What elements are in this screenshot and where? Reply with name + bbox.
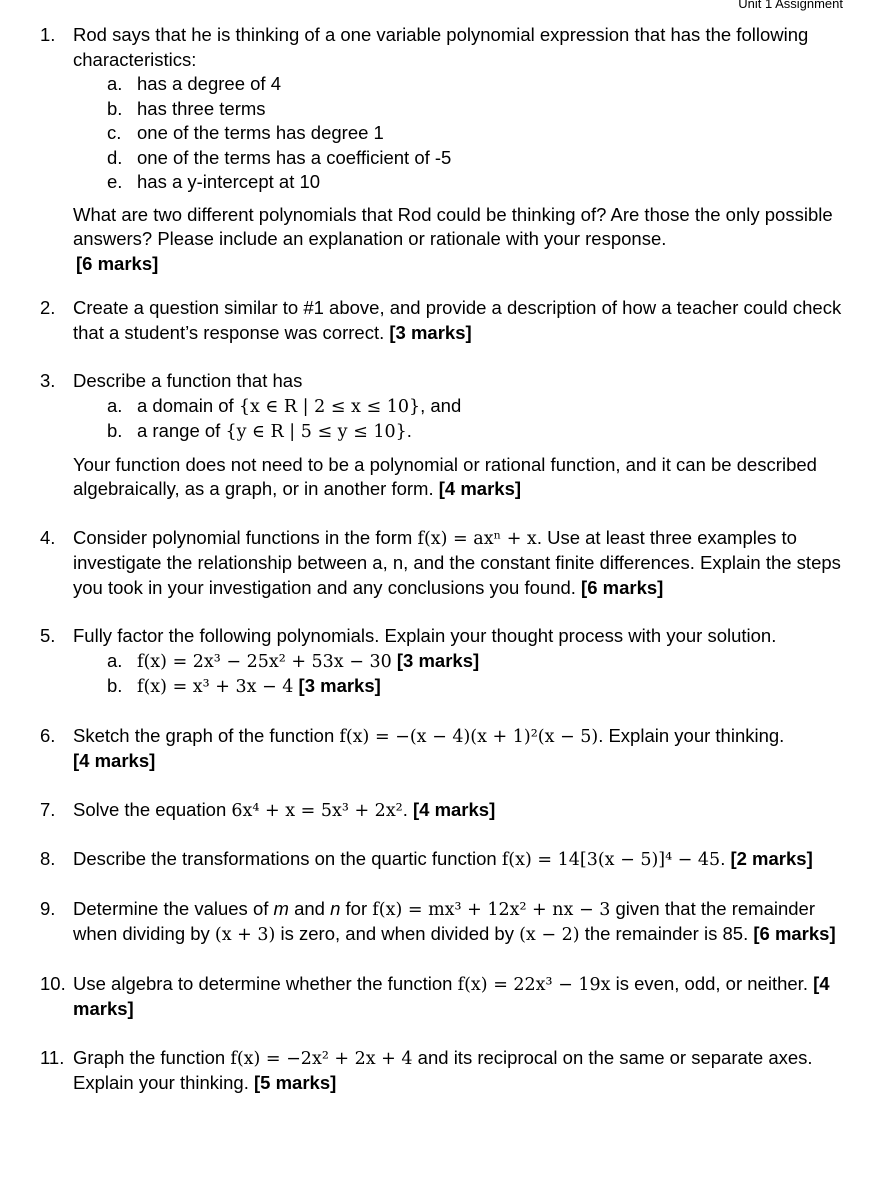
formula: f(x) = 2x³ − 25x² + 53x − 30	[137, 651, 392, 672]
marks: [5 marks]	[254, 1072, 337, 1093]
question-2	[40, 296, 850, 345]
question-number: 10.	[40, 972, 66, 994]
marks: [4 marks]	[438, 478, 522, 499]
question-1	[40, 23, 850, 276]
sub-item: b. a range of {y ∈ R | 5 ≤ y ≤ 10}.	[107, 420, 412, 442]
marks: [3 marks]	[298, 675, 381, 696]
formula: f(x) = mx³ + 12x² + nx − 3	[372, 899, 611, 920]
marks: [3 marks]	[389, 321, 472, 343]
question-followup: What are two different polynomials that Rod could be thinking of? Are those the only possible answers? Please include an explanation or rationale with your response.	[73, 203, 833, 249]
formula: f(x) = axⁿ + x	[417, 528, 537, 549]
question-number: 5.	[40, 625, 56, 646]
formula: f(x) = −2x² + 2x + 4	[230, 1048, 413, 1069]
marks: [4 marks]	[73, 972, 830, 1019]
question-3	[40, 369, 850, 502]
sub-item: e. has a y-intercept at 10	[107, 171, 321, 192]
marks: [2 marks]	[730, 848, 813, 869]
question-4: 4. Consider polynomial functions in the form f(x) = axⁿ + x. Use at least three examples to investigate the relationship between a, n, and the constant finite differences. Explain the steps you took in your investigation and any conclusions you found. [6 marks]	[40, 526, 841, 598]
page-header: Unit 1 Assignment	[738, 0, 843, 11]
question-5	[40, 624, 850, 700]
marks: [4 marks]	[412, 798, 496, 820]
question-followup: Your function does not need to be a polynomial or rational function, and it can be described algebraically, as a graph, or in another form. [4 marks]	[73, 453, 817, 499]
question-number: 3.	[40, 370, 56, 391]
question-number: 4.	[40, 526, 56, 548]
sub-item: a. has a degree of 4	[107, 73, 281, 94]
question-number: 9.	[40, 897, 56, 919]
marks: [4 marks]	[73, 750, 156, 771]
question-text: Describe a function that has	[73, 370, 303, 391]
question-number: 2.	[40, 297, 56, 318]
question-11: 11. Graph the function f(x) = −2x² + 2x + 4 and its reciprocal on the same or separate axes. Explain your thinking. [5 marks]	[40, 1046, 813, 1093]
question-6: 6. Sketch the graph of the function f(x) = −(x − 4)(x + 1)²(x − 5). Explain your thinking. [4 marks]	[40, 724, 785, 771]
formula: 6x⁴ + x = 5x³ + 2x²	[231, 800, 403, 821]
question-7: 7. Solve the equation 6x⁴ + x = 5x³ + 2x². [4 marks]	[40, 798, 496, 821]
question-9: 9. Determine the values of m and n for f(x) = mx³ + 12x² + nx − 3 given that the remainder when dividing by (x + 3) is zero, and when divided by (x − 2) the remainder is 85. [6 marks]	[40, 897, 836, 945]
question-8: 8. Describe the transformations on the quartic function f(x) = 14[3(x − 5)]⁴ − 45. [2 marks]	[40, 848, 813, 870]
question-number: 6.	[40, 724, 56, 746]
question-number: 8.	[40, 848, 56, 869]
question-number: 7.	[40, 798, 56, 820]
sub-item: c. one of the terms has degree 1	[107, 122, 384, 143]
formula: f(x) = 14[3(x − 5)]⁴ − 45	[501, 850, 721, 870]
sub-item: a. f(x) = 2x³ − 25x² + 53x − 30 [3 marks]	[107, 649, 480, 672]
question-number: 11.	[40, 1046, 65, 1068]
marks: [6 marks]	[76, 252, 159, 274]
sub-item: b. f(x) = x³ + 3x − 4 [3 marks]	[107, 675, 381, 697]
marks: [6 marks]	[581, 576, 664, 598]
marks: [3 marks]	[396, 649, 480, 671]
sub-item: a. a domain of {x ∈ R | 2 ≤ x ≤ 10}, and	[107, 394, 462, 417]
question-text: Rod says that he is thinking of a one variable polynomial expression that has the following characteristics:	[73, 24, 809, 70]
marks: [6 marks]	[753, 923, 836, 944]
formula: f(x) = x³ + 3x − 4	[137, 677, 294, 697]
formula: f(x) = −(x − 4)(x + 1)²(x − 5)	[339, 726, 599, 747]
question-text: Create a question similar to #1 above, and provide a description of how a teacher could check that a student’s response was correct.	[73, 297, 842, 343]
question-text: Fully factor the following polynomials. Explain your thought process with your solution.	[73, 625, 777, 646]
assignment-content	[40, 23, 850, 1096]
sub-item: b. has three terms	[107, 97, 266, 119]
formula: f(x) = 22x³ − 19x	[457, 974, 611, 995]
question-10: 10. Use algebra to determine whether the function f(x) = 22x³ − 19x is even, odd, or neither. [4 marks]	[40, 972, 830, 1019]
question-number: 1.	[40, 24, 56, 45]
sub-item: d. one of the terms has a coefficient of -5	[107, 146, 452, 168]
